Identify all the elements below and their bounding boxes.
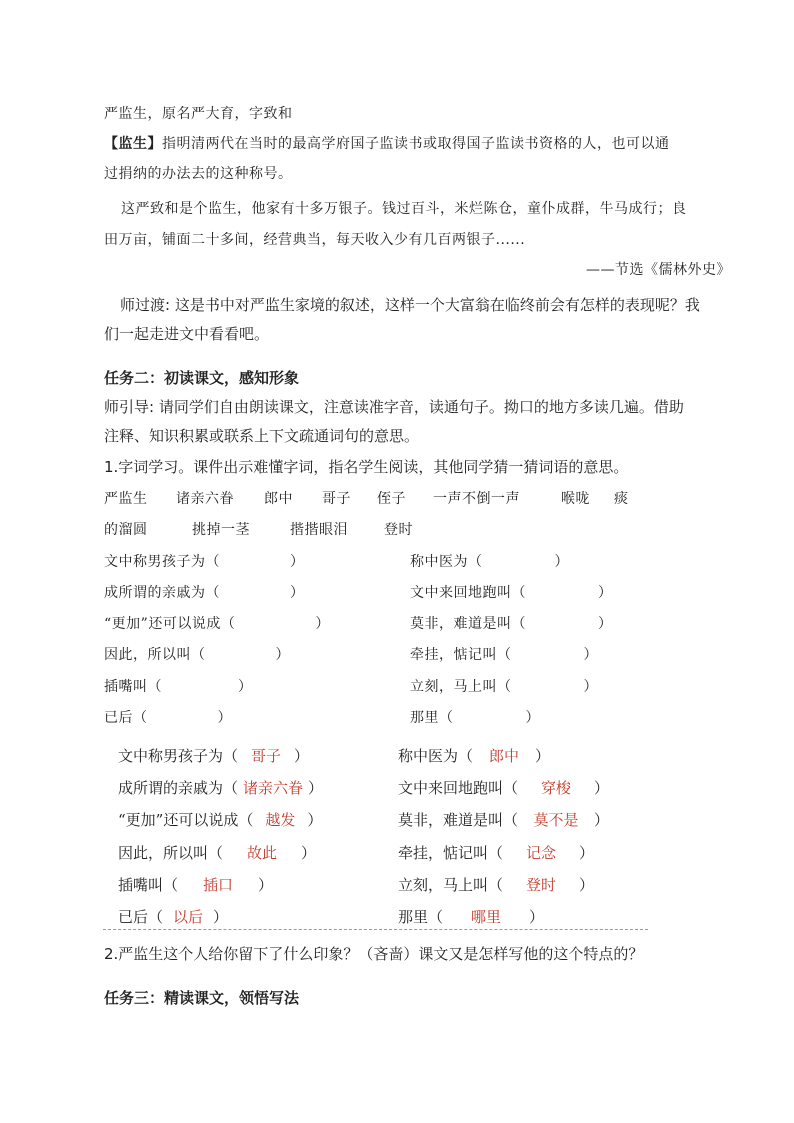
answer-item: 因此，所以叫（ 故此 ） xyxy=(118,844,317,862)
answer-text: 郎中 xyxy=(489,747,520,765)
note-line-cont: 过捐纳的办法去的这种称号。 xyxy=(104,166,293,182)
answer-item: 牵挂，惦记叫（ 记念 ） xyxy=(398,844,595,862)
vocab-word: 痰 xyxy=(614,491,629,507)
note-text: 指明清两代在当时的最高学府国子监读书或取得国子监读书资格的人，也可以通 xyxy=(162,136,670,152)
task2-guide-cont: 注释、知识积累或联系上下文疏通词句的意思。 xyxy=(104,427,420,445)
answer-text: 登时 xyxy=(526,876,557,894)
note-line xyxy=(104,133,670,153)
vocab-word: 登时 xyxy=(384,522,413,538)
answer-item: 成所谓的亲戚为（ 诸亲六眷 ） xyxy=(118,779,324,797)
answer-item: “更加”还可以说成（ 越发 ） xyxy=(118,811,323,829)
vocab-word: 哥子 xyxy=(322,491,351,507)
answer-item: 文中称男孩子为（ 哥子 ） xyxy=(118,747,310,765)
blank-question: 牵挂，惦记叫（ ） xyxy=(410,647,598,663)
vocab-word: 喉咙 xyxy=(561,491,590,507)
story-line: 这严致和是个监生，他家有十多万银子。钱过百斗，米烂陈仓，童仆成群，牛马成行；良 xyxy=(121,201,687,217)
blank-question: 文中来回地跑叫（ ） xyxy=(410,585,613,601)
answer-text: 越发 xyxy=(265,811,296,829)
task2-title: 任务二：初读课文，感知形象 xyxy=(104,369,300,387)
blank-question: “更加”还可以说成（ ） xyxy=(104,616,330,632)
answer-text: 穿梭 xyxy=(541,779,572,797)
blank-question: 称中医为（ ） xyxy=(410,554,569,570)
note-tag: 【监生】 xyxy=(104,136,162,152)
answer-item: 莫非，难道是叫（ 莫不是 ） xyxy=(398,811,610,829)
answer-text: 诸亲六眷 xyxy=(243,779,304,797)
transition-line: 师过渡: 这是书中对严监生家境的叙述，这样一个大富翁在临终前会有怎样的表现呢？我 xyxy=(120,296,700,314)
answer-text: 记念 xyxy=(526,844,557,862)
answer-item: 插嘴叫（ 插口 ） xyxy=(118,876,274,894)
answer-item: 文中来回地跑叫（ 穿梭 ） xyxy=(398,779,610,797)
blank-question: 成所谓的亲戚为（ ） xyxy=(104,585,305,601)
blank-question: 立刻，马上叫（ ） xyxy=(410,679,598,695)
vocab-word: 侄子 xyxy=(377,491,406,507)
answer-text: 故此 xyxy=(247,844,278,862)
vocab-word: 揩揩眼泪 xyxy=(290,522,348,538)
transition-line-cont: 们一起走进文中看看吧。 xyxy=(104,325,270,343)
vocab-word: 的溜圆 xyxy=(104,522,148,538)
answer-text: 哪里 xyxy=(471,908,502,926)
vocab-word: 郎中 xyxy=(264,491,293,507)
answer-item: 立刻，马上叫（ 登时 ） xyxy=(398,876,595,894)
blank-question: 那里（ ） xyxy=(410,710,540,726)
task2-guide: 师引导: 请同学们自由朗读课文，注意读准字音，读通句子。拗口的地方多读几遍。借助 xyxy=(104,398,684,416)
blank-question: 插嘴叫（ ） xyxy=(104,679,253,695)
answer-item: 已后（ 以后 ） xyxy=(118,908,229,926)
vocab-word: 一声不倒一声 xyxy=(433,491,520,507)
answer-item: 那里（ 哪里 ） xyxy=(398,908,545,926)
story-line-cont: 田万亩，铺面二十多间，经营典当，每天收入少有几百两银子...... xyxy=(104,232,526,248)
blank-question: 已后（ ） xyxy=(104,710,232,726)
source-citation: ——节选《儒林外史》 xyxy=(586,262,731,278)
answer-text: 以后 xyxy=(173,908,204,926)
blank-question: 文中称男孩子为（ ） xyxy=(104,554,305,570)
answer-text: 哥子 xyxy=(251,747,282,765)
task2-item2: 2.严监生这个人给你留下了什么印象？（吝啬）课文又是怎样写他的这个特点的？ xyxy=(104,945,644,963)
task2-item1: 1.字词学习。课件出示难懂字词，指名学生阅读，其他同学猜一猜词语的意思。 xyxy=(104,458,629,476)
blank-question: 因此，所以叫（ ） xyxy=(104,647,290,663)
task3-title: 任务三：精读课文，领悟写法 xyxy=(104,989,300,1007)
vocab-word: 挑掉一茎 xyxy=(192,522,250,538)
answer-text: 插口 xyxy=(203,876,234,894)
vocab-word: 严监生 xyxy=(104,491,148,507)
answer-text: 莫不是 xyxy=(533,811,579,829)
intro-line: 严监生，原名严大育，字致和 xyxy=(104,106,293,122)
answer-item: 称中医为（ 郎中 ） xyxy=(398,747,551,765)
vocab-word: 诸亲六眷 xyxy=(176,491,234,507)
blank-question: 莫非，难道是叫（ ） xyxy=(410,616,613,632)
